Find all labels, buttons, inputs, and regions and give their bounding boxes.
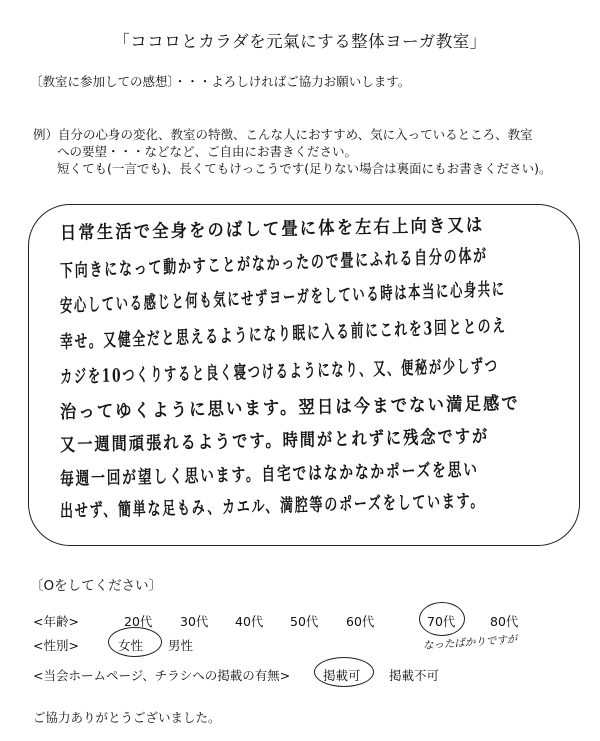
age-handwritten-note: なったばかりですが [422,633,518,652]
handwritten-line: 又一週間頑張れるようです。時間がとれずに残念ですが [59,426,490,456]
form-title: 「ココロとカラダを元氣にする整体ヨーガ教室」 [113,32,487,51]
options-heading: 〔Oをしてください〕 [30,578,163,594]
handwritten-line: 毎週一回が望しく思います。自宅ではなかなかポーズを思い [59,459,479,490]
publish-label: <当会ホームページ、チラシへの掲載の有無> [33,668,291,683]
sex-option-male[interactable]: 男性 [168,638,194,653]
prompt-heading: 〔教室に参加しての感想〕・・・よろしければご協力お願いします。 [30,74,411,89]
age-option-20s[interactable]: 20代 [124,614,153,629]
age-option-70s[interactable]: 70代 [427,614,456,629]
age-option-80s[interactable]: 80代 [490,614,519,629]
handwritten-line: 幸せ。又健全だと思えるようになり眠に入る前にこれを3回ととのえ [59,315,508,353]
handwritten-line: 出せず、簡単な足もみ、カエル、満腔等のポーズをしています。 [59,490,486,522]
prompt-example-line1: 例）自分の心身の変化、教室の特徴、こんな人におすすめ、気に入っているところ、教室 [33,127,533,142]
footer-thanks: ご協力ありがとうございました。 [33,710,221,725]
sex-selection-circle [108,627,162,657]
sex-option-female[interactable]: 女性 [118,638,144,653]
prompt-example-line3: 短くても(一言でも)、長くてもけっこうです(足りない場合は裏面にもお書きください)。 [57,161,552,176]
age-selection-circle [419,602,465,636]
age-option-60s[interactable]: 60代 [346,614,375,629]
age-option-30s[interactable]: 30代 [180,614,209,629]
handwritten-line: 安心している感じと何も気にせずヨーガをしている時は本当に心身共に [59,278,506,317]
publish-selection-circle [314,657,374,687]
handwritten-line: 下向きになって動かすことがなかったので畳にふれる自分の体が [59,245,489,282]
handwritten-line: 治ってゆくように思います。翌日は今までない満足感で [59,393,521,423]
handwritten-line: カジを10つくりすると良く寝つけるようになり、又、便秘が少しずつ [59,355,499,388]
publish-option-ok[interactable]: 掲載可 [323,668,361,683]
age-option-40s[interactable]: 40代 [235,614,264,629]
sex-label: <性別> [33,638,79,653]
handwritten-line: 日常生活で全身をのばして畳に体を左右上向き又は [59,214,485,244]
publish-option-ng[interactable]: 掲載不可 [389,668,440,683]
age-label: <年齢> [33,614,79,629]
prompt-example-line2: への要望・・・などなど、ご自由にお書きください。 [57,144,358,159]
age-option-50s[interactable]: 50代 [290,614,319,629]
